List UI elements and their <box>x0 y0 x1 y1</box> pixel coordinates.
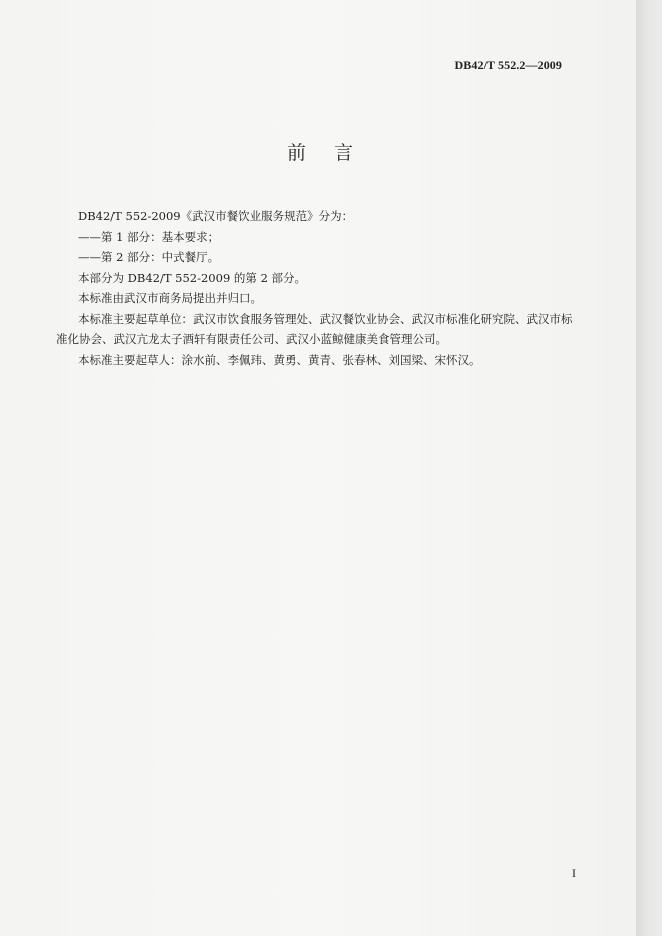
page-title: 前言 <box>286 142 381 164</box>
list-item-part-1: ——第 1 部分：基本要求； <box>78 229 220 244</box>
paragraph-parts-intro: DB42/T 552-2009《武汉市餐饮业服务规范》分为： <box>78 209 354 223</box>
paragraph-drafting-units: 本标准主要起草单位：武汉市饮食服务管理处、武汉餐饮业协会、武汉市标准化研究院、武汉市标 <box>78 311 573 326</box>
document-code: DB42/T 552.2—2009 <box>454 58 562 72</box>
paragraph-drafters: 本标准主要起草人：涂水前、李佩玮、黄勇、黄青、张春林、刘国梁、宋怀汉。 <box>78 352 481 367</box>
page-number: I <box>572 866 576 880</box>
paragraph-proposer: 本标准由武汉市商务局提出并归口。 <box>78 291 262 305</box>
paragraph-drafting-units-continued: 准化协会、武汉亢龙太子酒轩有限责任公司、武汉小蓝鲸健康美食管理公司。 <box>56 332 447 346</box>
scan-edge-shadow <box>636 0 662 936</box>
list-item-part-2: ——第 2 部分：中式餐厅。 <box>78 250 220 264</box>
paragraph-this-part: 本部分为 DB42/T 552-2009 的第 2 部分。 <box>78 270 307 285</box>
foreword-body <box>56 206 582 370</box>
